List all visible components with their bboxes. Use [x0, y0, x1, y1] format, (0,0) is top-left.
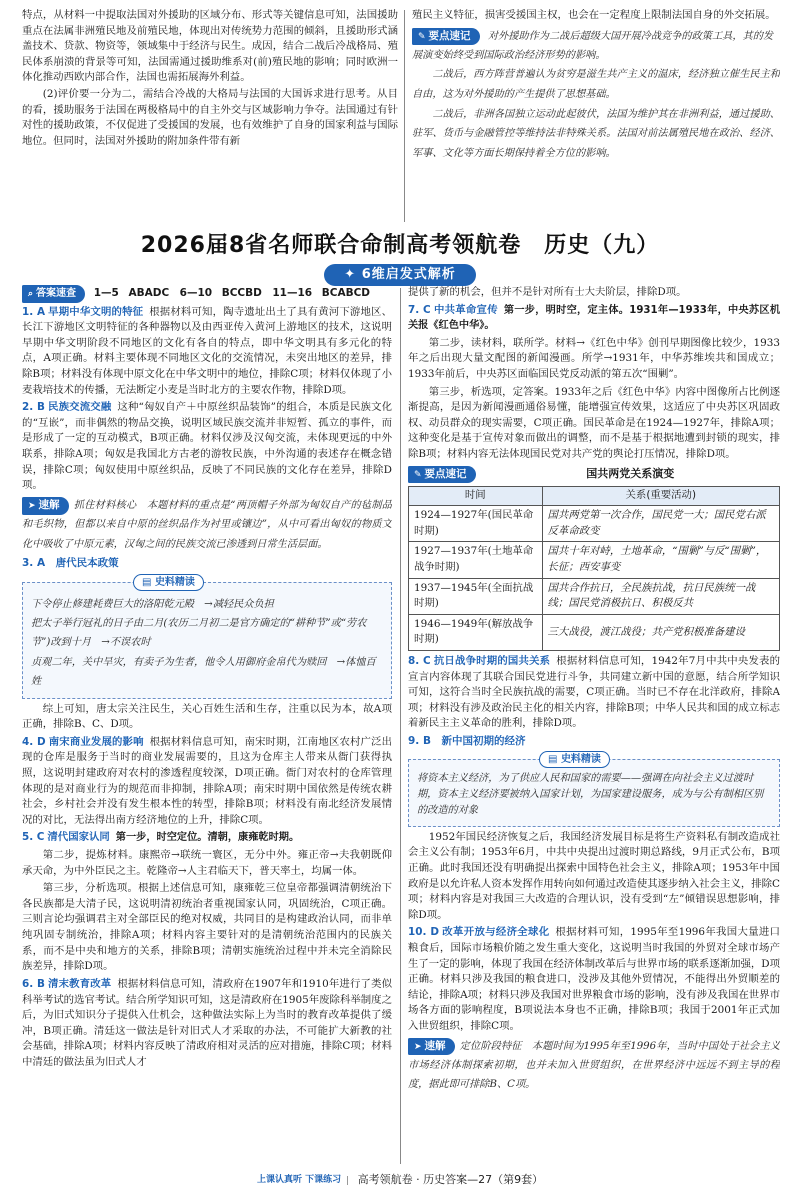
source-reading-text: 将资本主义经济，为了供应人民和国家的需要——强调在向社会主义过渡时期，资本主义经济要被纳入国家计划，为国家建设服务，成为与公有制相区别的改造的对象 [417, 772, 764, 817]
table-cell-relation: 三大战役，渡江战役；共产党积极准备建设 [542, 614, 779, 650]
question-5-step-3: 第三步，分析选项。根据上述信息可知，康雍乾三位皇帝都强调清朝统治下各民族都是大清子民，这说明清初统治者重视国家认同，巩固统治，C项正确。三则言论均强调君主对全部臣民的绝对权威，共同目的是构建政治认同，而非单纯巩固专制统治，排除A项；材料内容主要针对的是清朝统治范围内的民族关系，而不是中央和地方的关系，排除B项；清朝实施统治过程中并未完全消除民族差异，排除D项。 [22, 882, 392, 973]
subtitle-banner: ✦ 6维启发式解析 [324, 264, 475, 286]
table-cell-time: 1946—1949年(解放战争时期) [409, 614, 543, 650]
footer-text: 高考领航卷 · 历史答案—27（第9套） [357, 1173, 544, 1186]
column-divider-top [404, 10, 405, 222]
page-title-block [0, 229, 800, 286]
question-7: 7. C 中共革命宣传 第一步，明时空，定主体。1931年—1933年，中央苏区机关报《红色中华》。 [408, 303, 780, 332]
page-title: 2026届8省名师联合命制高考领航卷 历史（九） [140, 233, 660, 258]
question-7-step-2: 第二步，读材料，联所学。材料→《红色中华》创刊早期图像比较少，1933年之后出现大量文配图的新闻漫画。所学→1931年，中华苏维埃共和国成立；1933年前后，中央苏区面临国民党反动派的第五次“围剿”。 [408, 336, 780, 381]
book-icon: ▤ [142, 576, 155, 588]
table-row [409, 506, 780, 542]
question-6: 6. B 清末教育改革 根据材料信息可知，清政府在1907年和1910年进行了类似科举考试的选官考试。结合所学知识可知，这是清政府在1905年废除科举制度之后，为旧式知识分子提供入仕机会，这种做法实际上为当时的教育改革提供了缓冲，B项正确。清廷这一做法是针对旧式人才采取的办法，不可能扩大新教的社会基础，排除A项；材料内容反映了清政府相对灵活的应对措施，排除C项；材料中清廷的做法虽为旧式人才 [22, 977, 392, 1068]
question-1: 1. A 早期中华文明的特征 根据材料可知，陶寺遗址出土了具有黄河下游地区、长江下游地区文明特征的各种器物以及由西亚传入黄河上游地区的技术，这说明早期中华文明阶段不同地区的文化有各自的特点，即中华文明具有多元化的特点，A项正确。材料主要体现不同地区文化的交流情况，未突出地区的差异，排除B项；材料没有体现中原文化在中华文明中的地位，排除C项；材料仅体现了小麦栽培技术的传播，无法断定小麦是当时北方的主要农作物，排除D项。 [22, 305, 392, 396]
question-7-step-3: 第三步，析选项，定答案。1933年之后《红色中华》内容中图像所占比例逐渐提高，是因为新闻漫画通俗易懂，能增强宣传效果，这适应了中央苏区巩固政权、动员群众的现实需要，C项正确。国民革命是在1924—1927年，排除A项；这种变化是基于宣传对象而做出的调整，而不是基于根据地遭到封锁的现实，排除B项；材料内容无法体现国民党对共产党的舆论打压情况，排除D项。 [408, 385, 780, 461]
table-title: 国共两党关系演变 [586, 467, 675, 481]
source-line-1: 下令停止修建耗费巨大的洛阳乾元殿 →减轻民众负担 [31, 598, 274, 610]
top-left-column [22, 8, 398, 226]
source-reading-tag: ▤ 史料精读 [133, 574, 204, 591]
question-3-heading: 3. A 唐代民本政策 [22, 556, 119, 569]
rocket-icon: ➤ [414, 1041, 422, 1052]
table-row [409, 614, 780, 650]
question-3-conclusion: 综上可知，唐太宗关注民生，关心百姓生活和生存，注重以民为本，故A项正确，排除B、C、D项。 [22, 702, 392, 731]
search-icon: ⌕ [28, 289, 34, 299]
answer-key-row [22, 285, 392, 303]
question-3-source-reading [22, 576, 392, 699]
key-point-3: 二战后，非洲各国独立运动此起彼伏，法国为维护其在非洲利益，通过援助、驻军、货币与金融管控等维持法非特殊关系。法国对前法属殖民地在政治、经济、军事、文化等方面长期保持着全方位的影响。 [412, 109, 780, 159]
quick-solve-tag: ➤ 速解 [22, 497, 69, 515]
table-row [409, 578, 780, 614]
table-header-time: 时间 [409, 487, 543, 506]
quick-solve-tag-2: ➤ 速解 [408, 1038, 455, 1056]
question-9-source-reading [408, 753, 780, 827]
key-point-1: 对外援助作为二战后超级大国开展冷战竞争的政策工具，其的发展演变始终受到国际政治经济形势的影响。 [412, 30, 774, 61]
column-divider-bottom [400, 288, 401, 1164]
relations-table [408, 486, 780, 650]
rocket-icon: ➤ [28, 500, 36, 511]
top-right-column [412, 8, 780, 226]
question-5-step-2: 第二步，提炼材料。康熙帝→联统一寰区，无分中外。雍正帝→夫我朝既仰承天命，为中外臣民之主。乾隆帝→人主君临天下，普天率土，均属一体。 [22, 849, 392, 877]
source-line-2: 把太子举行冠礼的日子由二月(农历二月初二是官方确定的“耕种节”或“劳农节”)改到十月 →不误农时 [31, 618, 367, 649]
table-row [409, 542, 780, 578]
book-icon: ▤ [548, 753, 561, 765]
publisher-logo: 上课认真听 下课练习 [257, 1176, 348, 1185]
table-header-relation: 关系(重要活动) [542, 487, 779, 506]
table-header-row [409, 487, 780, 506]
pencil-icon: ✎ [414, 469, 422, 480]
question-6-continuation: 提供了新的机会，但并不是针对所有士大夫阶层，排除D项。 [408, 286, 687, 298]
answer-keys: 1—5 ABADC 6—10 BCCBD 11—16 BCABCD [93, 287, 370, 299]
table-cell-time: 1927—1937年(土地革命战争时期) [409, 542, 543, 578]
relations-table-block [408, 466, 780, 651]
question-4: 4. D 南宋商业发展的影响 根据材料信息可知，南宋时期，江南地区农村广泛出现的仓库是服务于当时的商业发展需要的，且这为仓库主人带来从衙门获得执照，这说明封建政府对农村的渗透程度较深，D项正确。衙门对农村的仓库管理体现的是对商业行为的规范而非抑制，排除A项；南宋时期中国依然是传统农耕社会，乡村社会并没有发生根本性的转型，排除B项；材料没有南北经济发展情况的对比，无法得出南方经济地位的上升，排除C项。 [22, 735, 392, 826]
source-line-3: 贞观二年，关中旱灾，有卖子为生者，他令人用御府金帛代为赎回 →体恤百姓 [31, 656, 376, 688]
question-9-analysis: 1952年国民经济恢复之后，我国经济发展目标是将生产资料私有制改造成社会主义公有制；1953年6月，中共中央提出过渡时期总路线，9月正式公布，B项正确。此时我国还没有明确提出探索中国特色社会主义，排除A项；1953年中国政府是以允许私人资本发挥作用转向如何通过改造使其逐步纳入社会主义，排除C项；材料内容是对我国三大改造的合理认识，没有受到“左”倾错误思想影响，排除D项。 [408, 830, 780, 921]
key-point-2: 二战后，西方阵营普遍认为贫穷是滋生共产主义的温床，经济独立催生民主和自由，这为对外援助的产生提供了思想基础。 [412, 69, 780, 100]
question-2-quick-solve: ➤ 速解 抓住材料核心 本题材料的重点是“两顶帽子外部为匈奴自产的毡制品和毛织物，但都以来自中原的丝织品作为衬里或镶边”，从中可看出匈奴的物质文化中吸收了中原元素，汉匈之间的民族交流已渗透到日常生活层面。 [22, 498, 392, 550]
bulb-icon: ✦ [344, 267, 362, 282]
answer-check-tag: ⌕ 答案速查 [22, 285, 85, 303]
answers-right-column [408, 285, 780, 1165]
prev-answer-evaluation: (2)评价要一分为二，需结合冷战的大格局与法国的大国诉求进行思考。从目的看，援助服务于法国在两极格局中的自主外交与区域影响力争夺。法国通过有针对性的援助政策，不仅促进了受援国的发展，也有效维护了自身的国家利益与国际地位。但同时，法国对外援助的附加条件带有新 [22, 88, 398, 147]
source-reading-tag-2: ▤ 史料精读 [539, 751, 610, 768]
question-10: 10. D 改革开放与经济全球化 根据材料可知，1995年至1996年我国大量进口粮食后，国际市场粮价随之发生重大变化，这说明当时我国的外贸对全球市场产生了一定的影响，体现了我国在经济体制改革后与世界市场的联系逐渐加强，D项正确。材料只涉及我国的粮食进口，没涉及其他外贸情况，不能得出外贸顺差的结论，排除A项；材料只涉及我国对世界粮食市场的影响，没有涉及我国在世界市场各方面的影响程度，B项说法本身也不正确，排除B项；我国于2001年正式加入世贸组织，排除C项。 [408, 926, 780, 1032]
key-points-tag: ✎ 要点速记 [412, 28, 480, 46]
pencil-icon: ✎ [418, 31, 426, 42]
table-cell-time: 1924—1927年(国民革命时期) [409, 506, 543, 542]
table-cell-time: 1937—1945年(全面抗战时期) [409, 578, 543, 614]
key-points-tag-2: ✎ 要点速记 [408, 466, 476, 484]
answers-left-column [22, 285, 392, 1165]
question-5: 5. C 清代国家认同 第一步，时空定位。清朝，康雍乾时期。 [22, 831, 300, 844]
prev-answer-continuation: 殖民主义特征，损害受援国主权，也会在一定程度上限制法国自身的外交拓展。 [412, 9, 776, 21]
question-9-heading: 9. B 新中国初期的经济 [408, 734, 526, 747]
question-10-quick-solve: ➤ 速解 定位阶段特征 本题时间为1995年至1996年，当时中国处于社会主义市场经济体制探索初期，也并未加入世贸组织，在世界经济中远远不到主导的程度，据此即可排除B、C项。 [408, 1039, 780, 1091]
page-footer [0, 1172, 800, 1189]
table-cell-relation: 国共合作抗日，全民族抗战，抗日民族统一战线；国民党消极抗日、积极反共 [542, 578, 779, 614]
question-2: 2. B 民族交流交融 这种“匈奴自产＋中原丝织品装饰”的组合，本质是民族文化的“互嵌”，而非偶然的物品交换，说明区域民族交流并非短暂、孤立的事件，而是形成了一定的互动模式，B项正确。材料仅涉及汉匈交流，未体现更远的中外联系，排除A项；匈奴是我国北方古老的游牧民族，中外沟通的表述存在概念错误，排除C项；匈奴使用中原丝织品，反映了不同民族的文化存在差异，排除D项。 [22, 401, 392, 492]
prev-answer-paragraph: 特点，从材料一中提取法国对外援助的区域分布、形式等关键信息可知，法国援助重点在法属非洲殖民地及前殖民地，体现出对传统势力范围的倾斜，且援助形式涵盖技术、贷款、物资等，领域集中于经济与民生。成因，结合二战后冷战格局、殖民体系崩溃的背景等可知，法国需通过援助维系对(前)殖民地的影响；同时欧洲一体化推动西欧内部合作，法国也需拓展海外利益。 [22, 9, 398, 84]
table-cell-relation: 国共十年对峙，土地革命，“围剿”与反“围剿”，长征；西安事变 [542, 542, 779, 578]
question-8: 8. C 抗日战争时期的国共关系 根据材料信息可知，1942年7月中共中央发表的宣言内容体现了其联合国民党进行斗争，共同建立新中国的意愿，结合所学知识可知，这符合当时全民族抗战的需要，C项正确。当时已不存在北洋政府，排除A项；材料没有涉及政治民主化的相关内容，排除B项；中华人民共和国的成立标志着新民主主义革命的胜利，排除D项。 [408, 654, 780, 730]
table-cell-relation: 国共两党第一次合作，国民党一大；国民党右派反革命政变 [542, 506, 779, 542]
